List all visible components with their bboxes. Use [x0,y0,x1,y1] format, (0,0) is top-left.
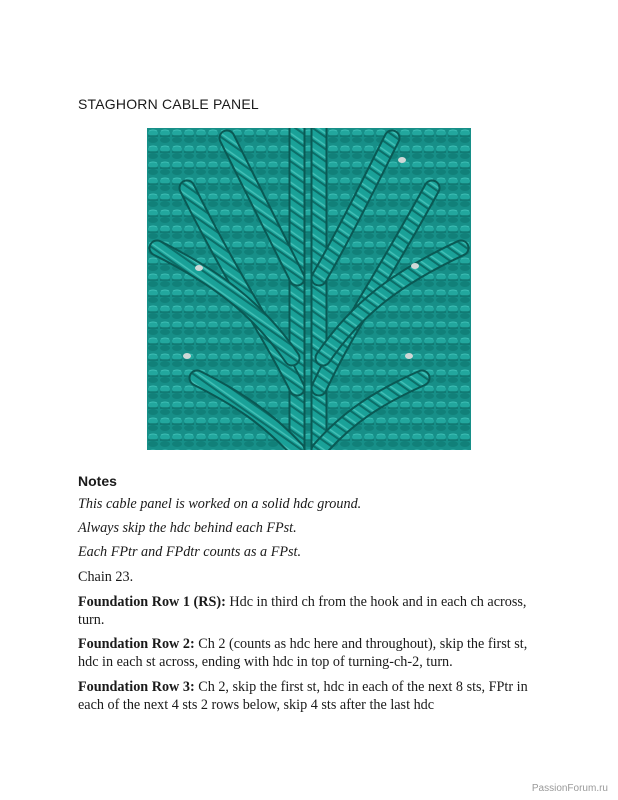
row-instruction [78,678,548,714]
eyelet-gap [411,263,419,269]
row-label: Foundation Row 3: [78,679,195,695]
row-text: Hdc in third ch from the hook and in each ch across, turn. [78,594,527,628]
row-label: Foundation Row 2: [78,636,195,652]
chain-instruction: Chain 23. [78,569,134,585]
eyelet-gap [195,265,203,271]
notes-heading: Notes [78,473,117,489]
note-line: Always skip the hdc behind each FPst. [78,520,297,536]
eyelet-gap [398,157,406,163]
row-instruction [78,593,548,629]
page-title: STAGHORN CABLE PANEL [78,96,259,112]
row-text: Ch 2 (counts as hdc here and throughout), skip the first st, hdc in each st across, ending with hdc in top of turning-ch-2, turn. [78,636,528,670]
row-label: Foundation Row 1 (RS): [78,594,226,610]
row-text: Ch 2, skip the first st, hdc in each of the next 8 sts, FPtr in each of the next 4 sts 2 rows below, skip 4 sts after the last hdc [78,679,528,713]
watermark: PassionForum.ru [531,783,608,794]
eyelet-gap [405,353,413,359]
note-line: This cable panel is worked on a solid hdc ground. [78,496,362,512]
crochet-swatch-photo [147,128,471,450]
note-line: Each FPtr and FPdtr counts as a FPst. [78,544,302,560]
row-instruction [78,635,548,671]
eyelet-gap [183,353,191,359]
